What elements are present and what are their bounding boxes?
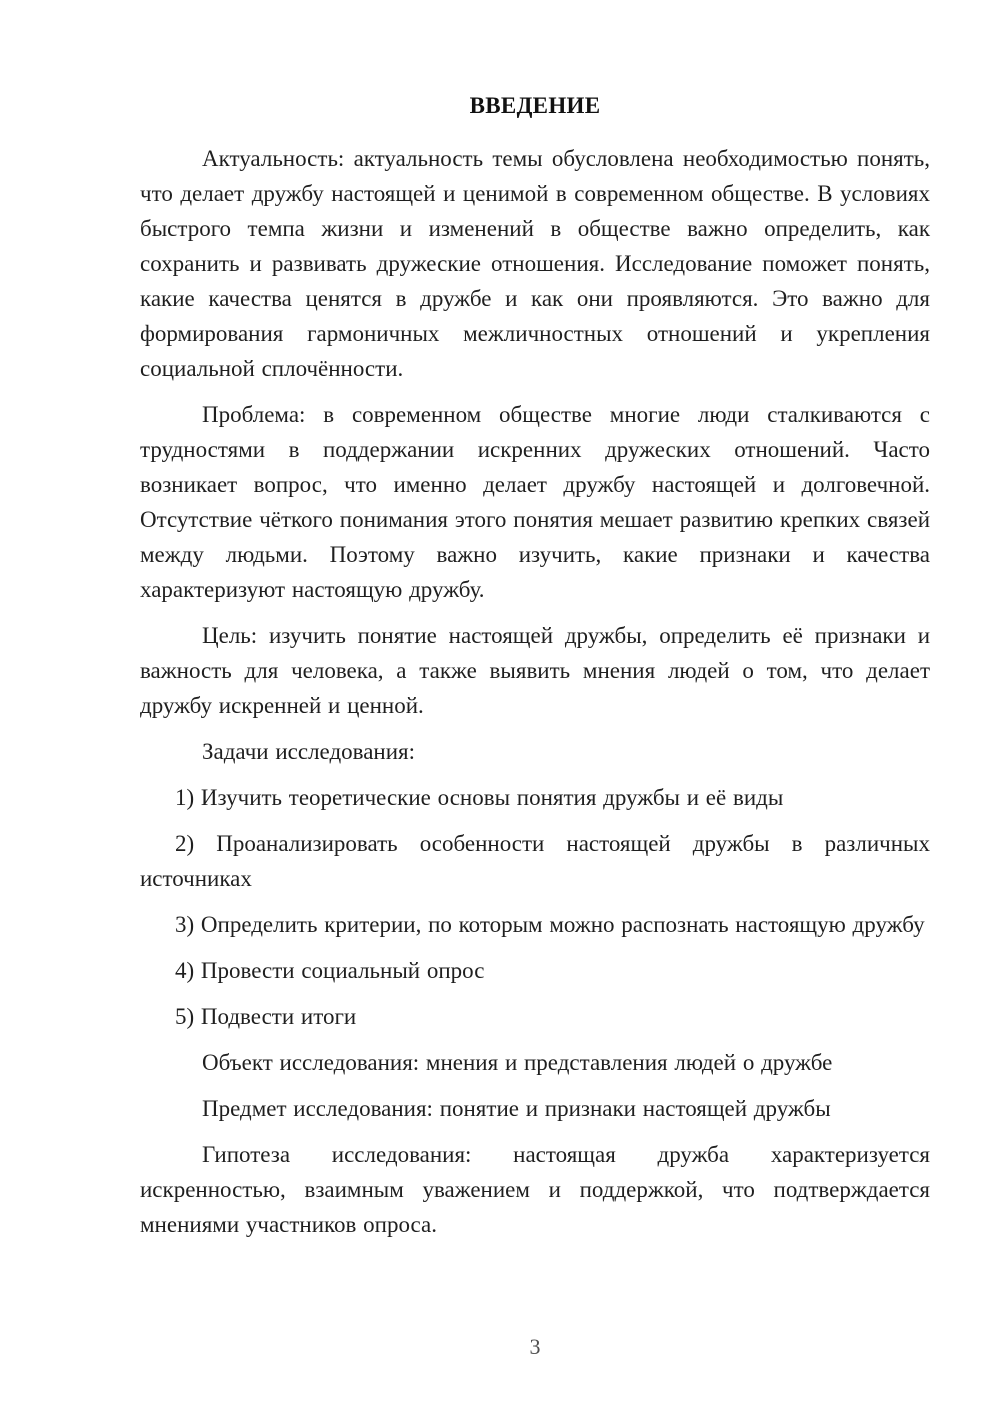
- paragraph-hypothesis: Гипотеза исследования: настоящая дружба характеризуется искренностью, взаимным уважением и поддержкой, что подтверждается мнениями участников опроса.: [140, 1142, 930, 1237]
- list-item-2: 2) Проанализировать особенности настоящей дружбы в различных источниках: [140, 831, 930, 891]
- list-item-5: 5) Подвести итоги: [175, 1004, 357, 1029]
- paragraph-subject: Предмет исследования: понятие и признаки настоящей дружбы: [202, 1096, 831, 1121]
- document-title: ВВЕДЕНИЕ: [469, 93, 601, 118]
- page-number: 3: [529, 1334, 541, 1359]
- list-item-3: 3) Определить критерии, по которым можно распознать настоящую дружбу: [175, 912, 925, 937]
- paragraph-object: Объект исследования: мнения и представления людей о дружбе: [202, 1050, 833, 1075]
- list-item-4: 4) Провести социальный опрос: [175, 958, 485, 983]
- paragraph-tasks-heading: Задачи исследования:: [202, 739, 416, 764]
- paragraph-problem: Проблема: в современном обществе многие люди сталкиваются с трудностями в поддержании искренних дружеских отношений. Часто возникает вопрос, что именно делает дружбу настоящей и долговечной. Отсутствие чёткого понимания этого понятия мешает развитию крепких связей между людьми. Поэтому важно изучить, какие признаки и качества характеризуют настоящую дружбу.: [140, 402, 930, 602]
- paragraph-actuality: Актуальность: актуальность темы обусловлена необходимостью понять, что делает дружбу настоящей и ценимой в современном обществе. В условиях быстрого темпа жизни и изменений в обществе важно определить, как сохранить и развивать дружеские отношения. Исследование поможет понять, какие качества ценятся в дружбе и как они проявляются. Это важно для формирования гармоничных межличностных отношений и укрепления социальной сплочённости.: [140, 146, 930, 381]
- paragraph-goal: Цель: изучить понятие настоящей дружбы, определить её признаки и важность для человека, а также выявить мнения людей о том, что делает дружбу искренней и ценной.: [140, 623, 930, 718]
- list-item-1: 1) Изучить теоретические основы понятия дружбы и её виды: [175, 785, 784, 810]
- document-body: [140, 141, 930, 1242]
